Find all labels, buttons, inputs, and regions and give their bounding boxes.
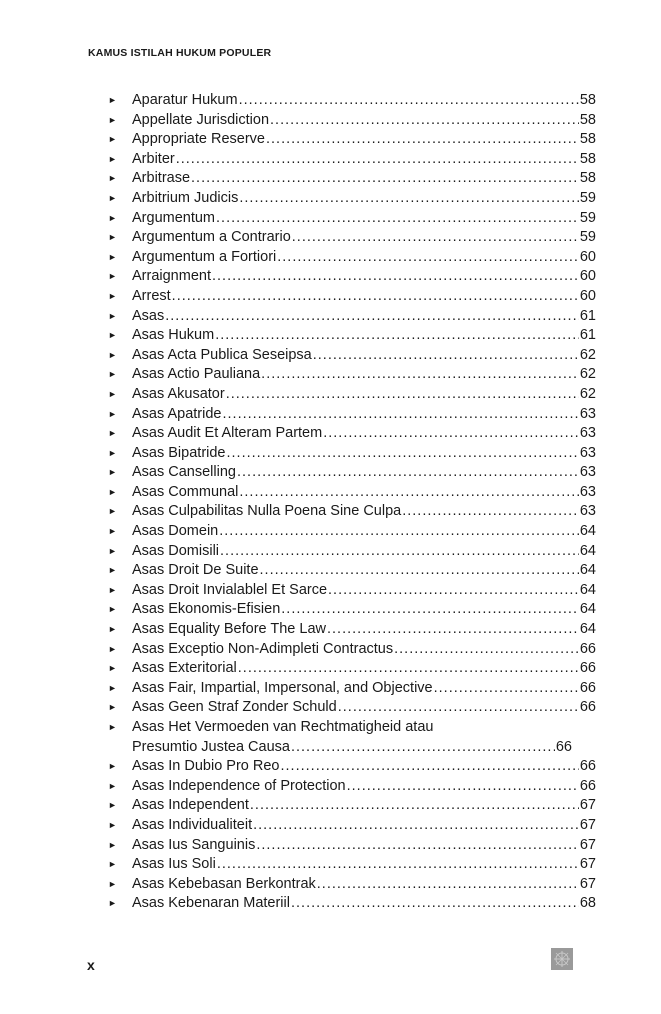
- dot-leader: [313, 346, 579, 366]
- dot-leader: [238, 659, 579, 679]
- toc-entry-page: 66: [579, 640, 596, 657]
- toc-entry-page: 60: [579, 287, 596, 304]
- toc-entry-title: Asas Ius Sanguinis: [132, 836, 256, 853]
- toc-entry-title: Asas Acta Publica Seseipsa: [132, 346, 312, 363]
- toc-entry-title: Asas: [132, 307, 165, 324]
- toc-entry-page: 62: [579, 366, 596, 383]
- dot-leader: [256, 836, 579, 856]
- toc-entry-page: 63: [579, 483, 596, 500]
- bullet-arrow-icon: ►: [108, 565, 117, 576]
- toc-entry-page: 62: [579, 346, 596, 363]
- toc-entry-page: 64: [579, 542, 596, 559]
- bullet-arrow-icon: ►: [108, 310, 117, 321]
- toc-entry-title: Arbitrase: [132, 170, 191, 187]
- toc-entry-title: Arbiter: [132, 150, 175, 167]
- toc-entry-page: 63: [579, 405, 596, 422]
- toc-entry: [108, 659, 596, 679]
- toc-entry-page: 59: [579, 229, 596, 246]
- dot-leader: [434, 679, 579, 699]
- bullet-arrow-icon: ►: [108, 447, 117, 458]
- toc-entry-title: Asas Exteritorial: [132, 660, 237, 677]
- toc-entry-title: Appellate Jurisdiction: [132, 111, 270, 128]
- dot-leader: [212, 267, 579, 287]
- dot-leader: [165, 307, 579, 327]
- toc-entry-page: 61: [579, 307, 596, 324]
- toc-entry-page: 59: [579, 209, 596, 226]
- toc-entry: [108, 640, 596, 660]
- toc-entry-page: 67: [579, 856, 596, 873]
- bullet-arrow-icon: ►: [108, 349, 117, 360]
- toc-entry-title: Aparatur Hukum: [132, 92, 238, 108]
- bullet-arrow-icon: ►: [108, 232, 117, 243]
- bullet-arrow-icon: ►: [108, 624, 117, 635]
- toc-entry: [108, 502, 596, 522]
- toc-entry: [108, 757, 596, 777]
- toc-entry-title: Asas Kebebasan Berkontrak: [132, 875, 316, 892]
- dot-leader: [215, 326, 579, 346]
- toc-entry: [108, 796, 596, 816]
- dot-leader: [402, 502, 579, 522]
- toc-entry-title: Asas Equality Before The Law: [132, 621, 326, 638]
- bullet-arrow-icon: ►: [108, 251, 117, 262]
- toc-entry-page: 63: [579, 425, 596, 442]
- toc-entry-page: 66: [579, 758, 596, 775]
- bullet-arrow-icon: ►: [108, 271, 117, 282]
- bullet-arrow-icon: ►: [108, 526, 117, 537]
- bullet-arrow-icon: ►: [108, 839, 117, 850]
- toc-entry: [108, 894, 596, 914]
- toc-entry: [108, 326, 596, 346]
- bullet-arrow-icon: ►: [108, 800, 117, 811]
- bullet-arrow-icon: ►: [108, 859, 117, 870]
- toc-entry-title: Asas Actio Pauliana: [132, 366, 261, 383]
- toc-entry-page: 68: [579, 895, 596, 912]
- toc-entry-title: Asas Independent: [132, 797, 249, 814]
- toc-entry-page: 67: [579, 816, 596, 833]
- dot-leader: [239, 91, 579, 111]
- bullet-arrow-icon: ►: [108, 212, 117, 223]
- dot-leader: [266, 130, 579, 150]
- bullet-arrow-icon: ►: [108, 819, 117, 830]
- toc-entry: [108, 405, 596, 425]
- bullet-arrow-icon: ►: [108, 486, 117, 497]
- bullet-arrow-icon: ►: [108, 643, 117, 654]
- toc-entry: [108, 483, 596, 503]
- toc-entry-title: Asas Domein: [132, 523, 219, 540]
- toc-entry: [108, 189, 596, 209]
- toc-entry: [108, 522, 596, 542]
- toc-entry: [108, 542, 596, 562]
- toc-entry-title: Arraignment: [132, 268, 211, 285]
- bullet-arrow-icon: ►: [108, 545, 117, 556]
- dot-leader: [277, 248, 579, 268]
- toc-entry-page: 64: [579, 523, 596, 540]
- dot-leader: [328, 581, 579, 601]
- dot-leader: [222, 405, 578, 425]
- bullet-arrow-icon: ►: [108, 722, 117, 732]
- toc-entry: [108, 150, 596, 170]
- toc-entry-title: Asas Apatride: [132, 405, 222, 422]
- toc-entry: [108, 816, 596, 836]
- toc-entry-title: Asas Independence of Protection: [132, 777, 346, 794]
- toc-entry-page: 61: [579, 327, 596, 344]
- toc-entry: [108, 424, 596, 444]
- toc-entry-page: 63: [579, 503, 596, 520]
- toc-entry-title: Asas Kebenaran Materiil: [132, 895, 290, 912]
- toc-entry-title: Asas Domisili: [132, 542, 220, 559]
- bullet-arrow-icon: ►: [108, 898, 117, 909]
- toc-entry-page: 66: [555, 738, 572, 755]
- bullet-arrow-icon: ►: [108, 761, 117, 772]
- running-header: KAMUS ISTILAH HUKUM POPULER: [88, 47, 272, 59]
- toc-entry: [108, 111, 596, 131]
- dot-leader: [250, 796, 579, 816]
- toc-entry-page: 58: [579, 131, 596, 148]
- toc-entry-page: 66: [579, 699, 596, 716]
- dot-leader: [281, 757, 579, 777]
- dot-leader: [270, 111, 579, 131]
- toc-entry-page: 66: [579, 679, 596, 696]
- dot-leader: [291, 738, 555, 758]
- toc-entry-title: Asas Culpabilitas Nulla Poena Sine Culpa: [132, 503, 402, 520]
- toc-entry: [108, 777, 596, 797]
- toc-entry-page: 67: [579, 836, 596, 853]
- dot-leader: [226, 385, 579, 405]
- toc-entry-page: 58: [579, 170, 596, 187]
- dot-leader: [172, 287, 579, 307]
- toc-entry-page: 64: [579, 562, 596, 579]
- dot-leader: [216, 209, 579, 229]
- dot-leader: [260, 561, 579, 581]
- toc-entry-title: Appropriate Reserve: [132, 131, 265, 148]
- toc-entry-page: 64: [579, 621, 596, 638]
- bullet-arrow-icon: ►: [108, 584, 117, 595]
- toc-entry: [108, 718, 572, 757]
- toc-entry-page: 66: [579, 777, 596, 794]
- bullet-arrow-icon: ►: [108, 878, 117, 889]
- dot-leader: [347, 777, 579, 797]
- toc-entry: [108, 463, 596, 483]
- dot-leader: [227, 444, 579, 464]
- bullet-arrow-icon: ►: [108, 467, 117, 478]
- dot-leader: [237, 463, 579, 483]
- toc-entry-title-continued: Presumtio Justea Causa: [132, 738, 290, 755]
- bullet-arrow-icon: ►: [108, 192, 117, 203]
- toc-entry-title: Asas Hukum: [132, 327, 215, 344]
- toc-entry-title: Arbitrium Judicis: [132, 189, 239, 206]
- toc-entry-title: Asas Droit Invialablel Et Sarce: [132, 581, 328, 598]
- toc-entry-page: 59: [579, 189, 596, 206]
- toc-entry: [108, 581, 596, 601]
- dot-leader: [327, 620, 579, 640]
- bullet-arrow-icon: ►: [108, 290, 117, 301]
- bullet-arrow-icon: ►: [108, 173, 117, 184]
- toc-entry: [108, 169, 596, 189]
- toc-entry: [108, 836, 596, 856]
- dot-leader: [281, 600, 579, 620]
- toc-entry: [108, 698, 596, 718]
- toc-entry-title: Asas Het Vermoeden van Rechtmatigheid atau: [132, 719, 434, 735]
- dot-leader: [253, 816, 579, 836]
- bullet-arrow-icon: ►: [108, 330, 117, 341]
- toc-entry-title: Asas Fair, Impartial, Impersonal, and Objective: [132, 679, 433, 696]
- bullet-arrow-icon: ►: [108, 702, 117, 713]
- toc-entry: [108, 228, 596, 248]
- bullet-arrow-icon: ►: [108, 114, 117, 125]
- toc-entry: [108, 346, 596, 366]
- dot-leader: [176, 150, 579, 170]
- toc-entry-title: Argumentum: [132, 209, 216, 226]
- toc-entry: [108, 561, 596, 581]
- toc-entry-page: 67: [579, 875, 596, 892]
- dot-leader: [338, 698, 579, 718]
- toc-entry: [108, 875, 596, 895]
- dot-leader: [239, 483, 578, 503]
- toc-entry-title: Asas Individualiteit: [132, 816, 253, 833]
- toc-entry-title: Argumentum a Fortiori: [132, 248, 277, 265]
- toc-entry-page: 58: [579, 150, 596, 167]
- toc-entry-title: Asas Droit De Suite: [132, 562, 259, 579]
- toc-entry-title: Asas Audit Et Alteram Partem: [132, 425, 323, 442]
- toc-entry: [108, 91, 596, 111]
- bullet-arrow-icon: ►: [108, 604, 117, 615]
- toc-entry: [108, 209, 596, 229]
- toc-entry-page: 58: [579, 111, 596, 128]
- toc-entry-page: 60: [579, 248, 596, 265]
- toc-entry-title: Asas Canselling: [132, 464, 236, 481]
- bullet-arrow-icon: ►: [108, 682, 117, 693]
- toc-entry-page: 63: [579, 444, 596, 461]
- bullet-arrow-icon: ►: [108, 369, 117, 380]
- toc-entry: [108, 620, 596, 640]
- page-folio: x: [87, 957, 95, 973]
- table-of-contents: [108, 91, 596, 914]
- toc-entry: [108, 287, 596, 307]
- toc-entry-title: Arrest: [132, 287, 171, 304]
- toc-entry-title: Asas In Dubio Pro Reo: [132, 758, 280, 775]
- toc-entry-page: 58: [579, 92, 596, 108]
- dot-leader: [291, 894, 579, 914]
- bullet-arrow-icon: ►: [108, 153, 117, 164]
- dot-leader: [394, 640, 579, 660]
- toc-entry: [108, 600, 596, 620]
- dot-leader: [219, 522, 579, 542]
- toc-entry-title: Argumentum a Contrario: [132, 229, 291, 246]
- dot-leader: [317, 875, 579, 895]
- toc-entry: [108, 267, 596, 287]
- toc-entry-title: Asas Ekonomis-Efisien: [132, 601, 281, 618]
- toc-entry: [108, 444, 596, 464]
- toc-entry-page: 63: [579, 464, 596, 481]
- bullet-arrow-icon: ►: [108, 428, 117, 439]
- toc-entry-page: 60: [579, 268, 596, 285]
- dot-leader: [292, 228, 579, 248]
- toc-entry-title: Asas Ius Soli: [132, 856, 216, 873]
- toc-entry: [108, 855, 596, 875]
- bullet-arrow-icon: ►: [108, 408, 117, 419]
- toc-entry-page: 64: [579, 601, 596, 618]
- dot-leader: [323, 424, 579, 444]
- toc-entry-page: 67: [579, 797, 596, 814]
- dot-leader: [239, 189, 579, 209]
- toc-entry-page: 66: [579, 660, 596, 677]
- toc-entry-title: Asas Akusator: [132, 385, 225, 402]
- bullet-arrow-icon: ►: [108, 506, 117, 517]
- dot-leader: [217, 855, 579, 875]
- toc-entry: [108, 130, 596, 150]
- dot-leader: [191, 169, 579, 189]
- toc-entry-title: Asas Exceptio Non-Adimpleti Contractus: [132, 640, 394, 657]
- toc-entry: [108, 385, 596, 405]
- toc-entry-title: Asas Geen Straf Zonder Schuld: [132, 699, 337, 716]
- bullet-arrow-icon: ►: [108, 780, 117, 791]
- bullet-arrow-icon: ►: [108, 95, 117, 105]
- dot-leader: [220, 542, 579, 562]
- toc-entry-title: Asas Communal: [132, 483, 239, 500]
- toc-entry-title: Asas Bipatride: [132, 444, 226, 461]
- printer-registration-mark-icon: [551, 948, 573, 970]
- toc-entry: [108, 365, 596, 385]
- dot-leader: [261, 365, 579, 385]
- toc-entry-page: 64: [579, 581, 596, 598]
- bullet-arrow-icon: ►: [108, 663, 117, 674]
- toc-entry: [108, 307, 596, 327]
- toc-entry: [108, 679, 596, 699]
- bullet-arrow-icon: ►: [108, 388, 117, 399]
- toc-entry: [108, 248, 596, 268]
- bullet-arrow-icon: ►: [108, 134, 117, 145]
- toc-entry-page: 62: [579, 385, 596, 402]
